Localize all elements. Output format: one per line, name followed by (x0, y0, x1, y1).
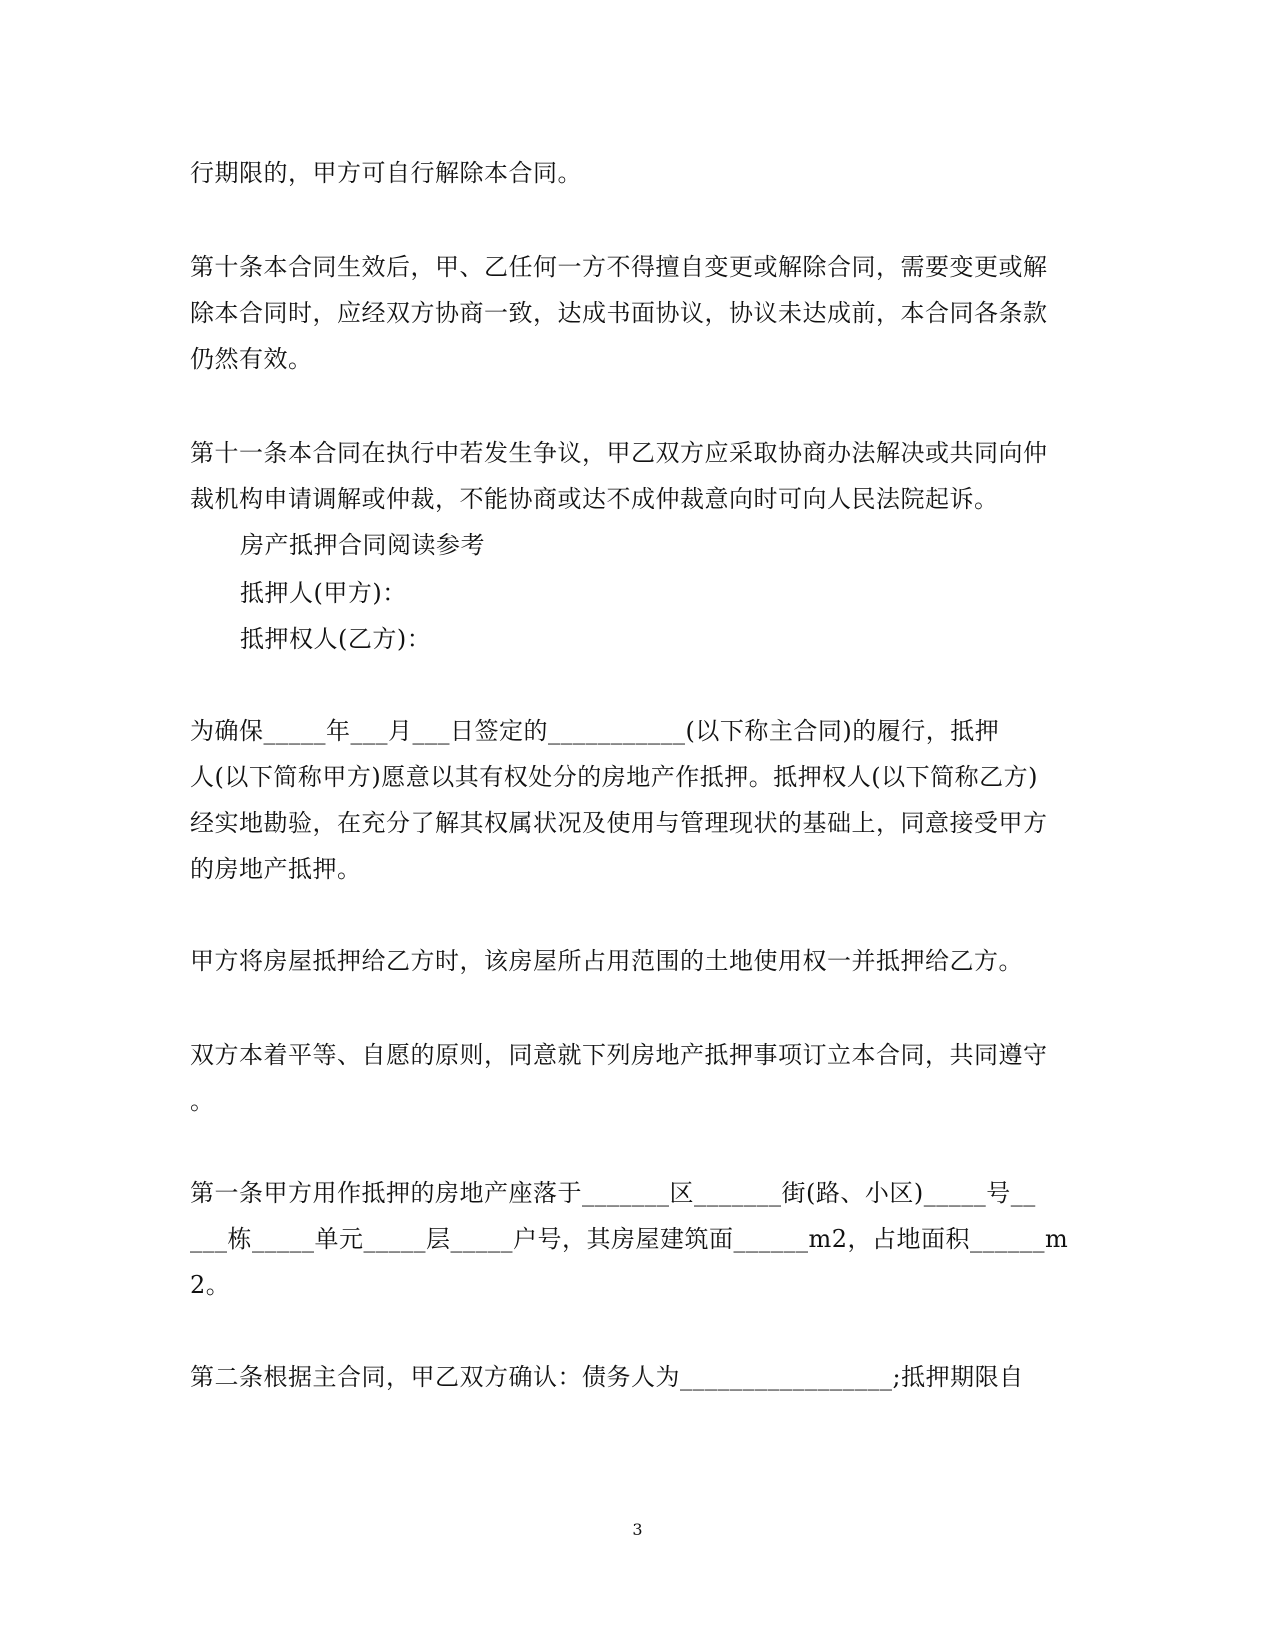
text-line: 的房地产抵押。 (190, 855, 362, 883)
text-line: 第十一条本合同在执行中若发生争议，甲乙双方应采取协商办法解决或共同向仲 (190, 439, 1048, 467)
party-b-label: 抵押权人(乙方)： (240, 625, 432, 653)
text-line: 为确保_____年___月___日签定的___________(以下称主合同)的履行，抵押 (190, 717, 1000, 745)
text-line: 双方本着平等、自愿的原则，同意就下列房地产抵押事项订立本合同，共同遵守 (190, 1041, 1048, 1069)
text-line: 人(以下简称甲方)愿意以其有权处分的房地产作抵押。抵押权人(以下简称乙方) (190, 763, 1038, 791)
text-line: 2。 (190, 1271, 231, 1299)
text-line: 。 (190, 1087, 215, 1115)
text-line: 甲方将房屋抵押给乙方时，该房屋所占用范围的土地使用权一并抵押给乙方。 (190, 947, 1023, 975)
text-line: 裁机构申请调解或仲裁，不能协商或达不成仲裁意向时可向人民法院起诉。 (190, 485, 999, 513)
text-line: ___栋_____单元_____层_____户号，其房屋建筑面______m2，占地面积______m (190, 1225, 1069, 1253)
section-heading: 房产抵押合同阅读参考 (240, 531, 485, 559)
party-a-label: 抵押人(甲方)： (240, 579, 407, 607)
text-line: 除本合同时，应经双方协商一致，达成书面协议，协议未达成前，本合同各条款 (190, 299, 1048, 327)
text-line: 第二条根据主合同，甲乙双方确认：债务人为_________________;抵押期限自 (190, 1363, 1024, 1391)
text-line: 第一条甲方用作抵押的房地产座落于_______区_______街(路、小区)_____号__ (190, 1179, 1036, 1207)
text-line: 经实地勘验，在充分了解其权属状况及使用与管理现状的基础上，同意接受甲方 (190, 809, 1048, 837)
text-line: 行期限的，甲方可自行解除本合同。 (190, 159, 582, 187)
page-number: 3 (632, 1520, 643, 1539)
text-line: 仍然有效。 (190, 345, 313, 373)
text-line: 第十条本合同生效后，甲、乙任何一方不得擅自变更或解除合同，需要变更或解 (190, 253, 1048, 281)
